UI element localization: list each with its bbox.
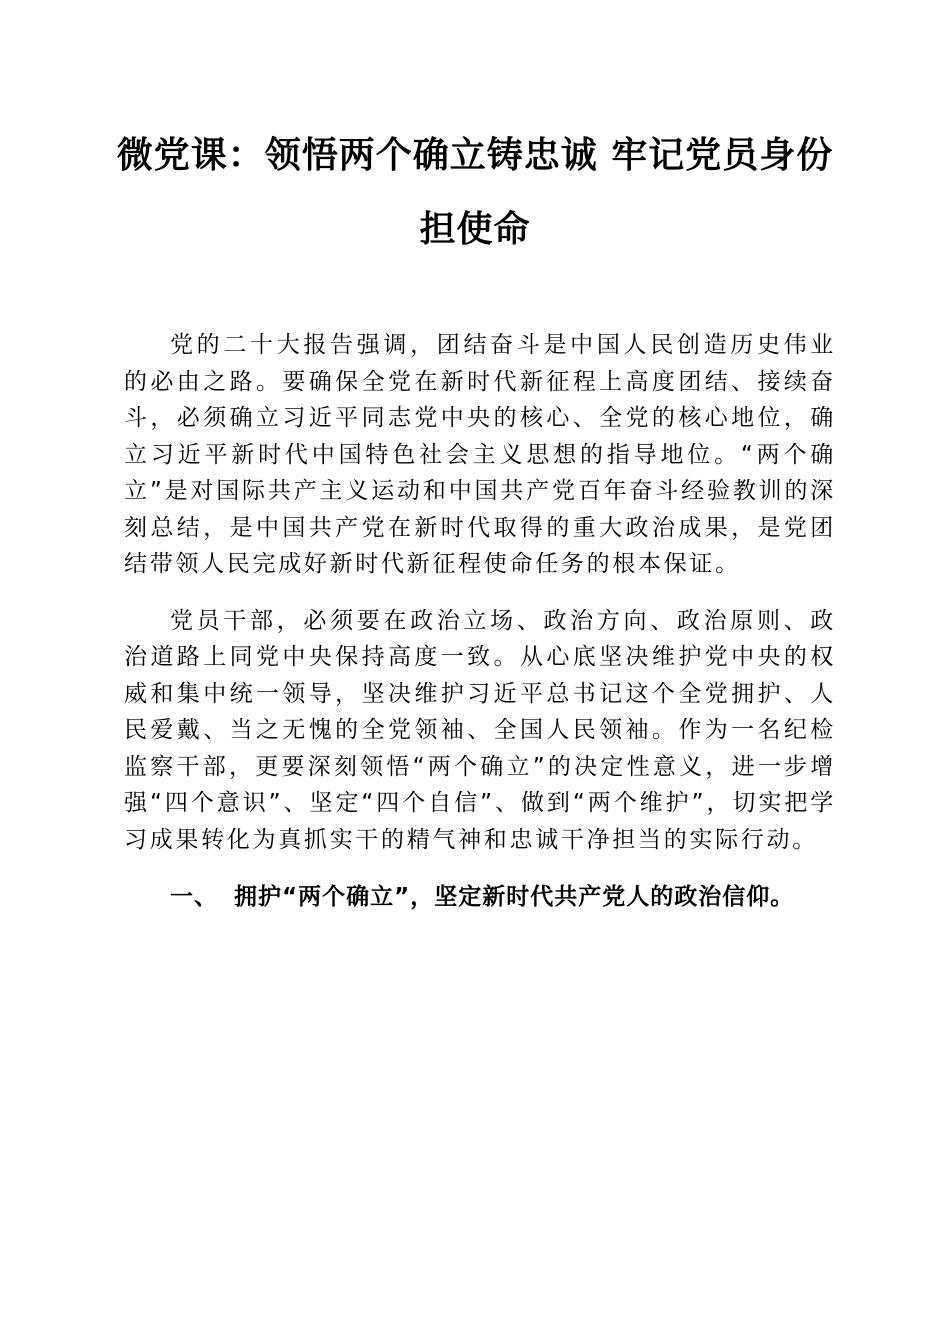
document-body: [124, 327, 836, 916]
paragraph-2: 党员干部，必须要在政治立场、政治方向、政治原则、政治道路上同党中央保持高度一致。从心底坚决维护党中央的权威和集中统一领导，坚决维护习近平总书记这个全党拥护、人民爱戴、当之无愧的全党领袖、全国人民领袖。作为一名纪检监察干部，更要深刻领悟“两个确立”的决定性意义，进一步增强“四个意识”、坚定“四个自信”、做到“两个维护”，切实把学习成果转化为真抓实干的精气神和忠诚干净担当的实际行动。: [124, 607, 836, 853]
section-heading-number: 一、: [170, 884, 218, 910]
section-heading-text: 拥护“两个确立”，坚定新时代共产党人的政治信仰。: [234, 884, 795, 910]
paragraph-1: 党的二十大报告强调，团结奋斗是中国人民创造历史伟业的必由之路。要确保全党在新时代新征程上高度团结、接续奋斗，必须确立习近平同志党中央的核心、全党的核心地位，确立习近平新时代中国特色社会主义思想的指导地位。“两个确立”是对国际共产主义运动和中国共产党百年奋斗经验教训的深刻总结，是中国共产党在新时代取得的重大政治成果，是党团结带领人民完成好新时代新征程使命任务的根本保证。: [124, 332, 836, 577]
section-heading: [124, 878, 836, 916]
document-title: 微党课：领悟两个确立铸忠诚 牢记党员身份担使命: [116, 134, 834, 250]
